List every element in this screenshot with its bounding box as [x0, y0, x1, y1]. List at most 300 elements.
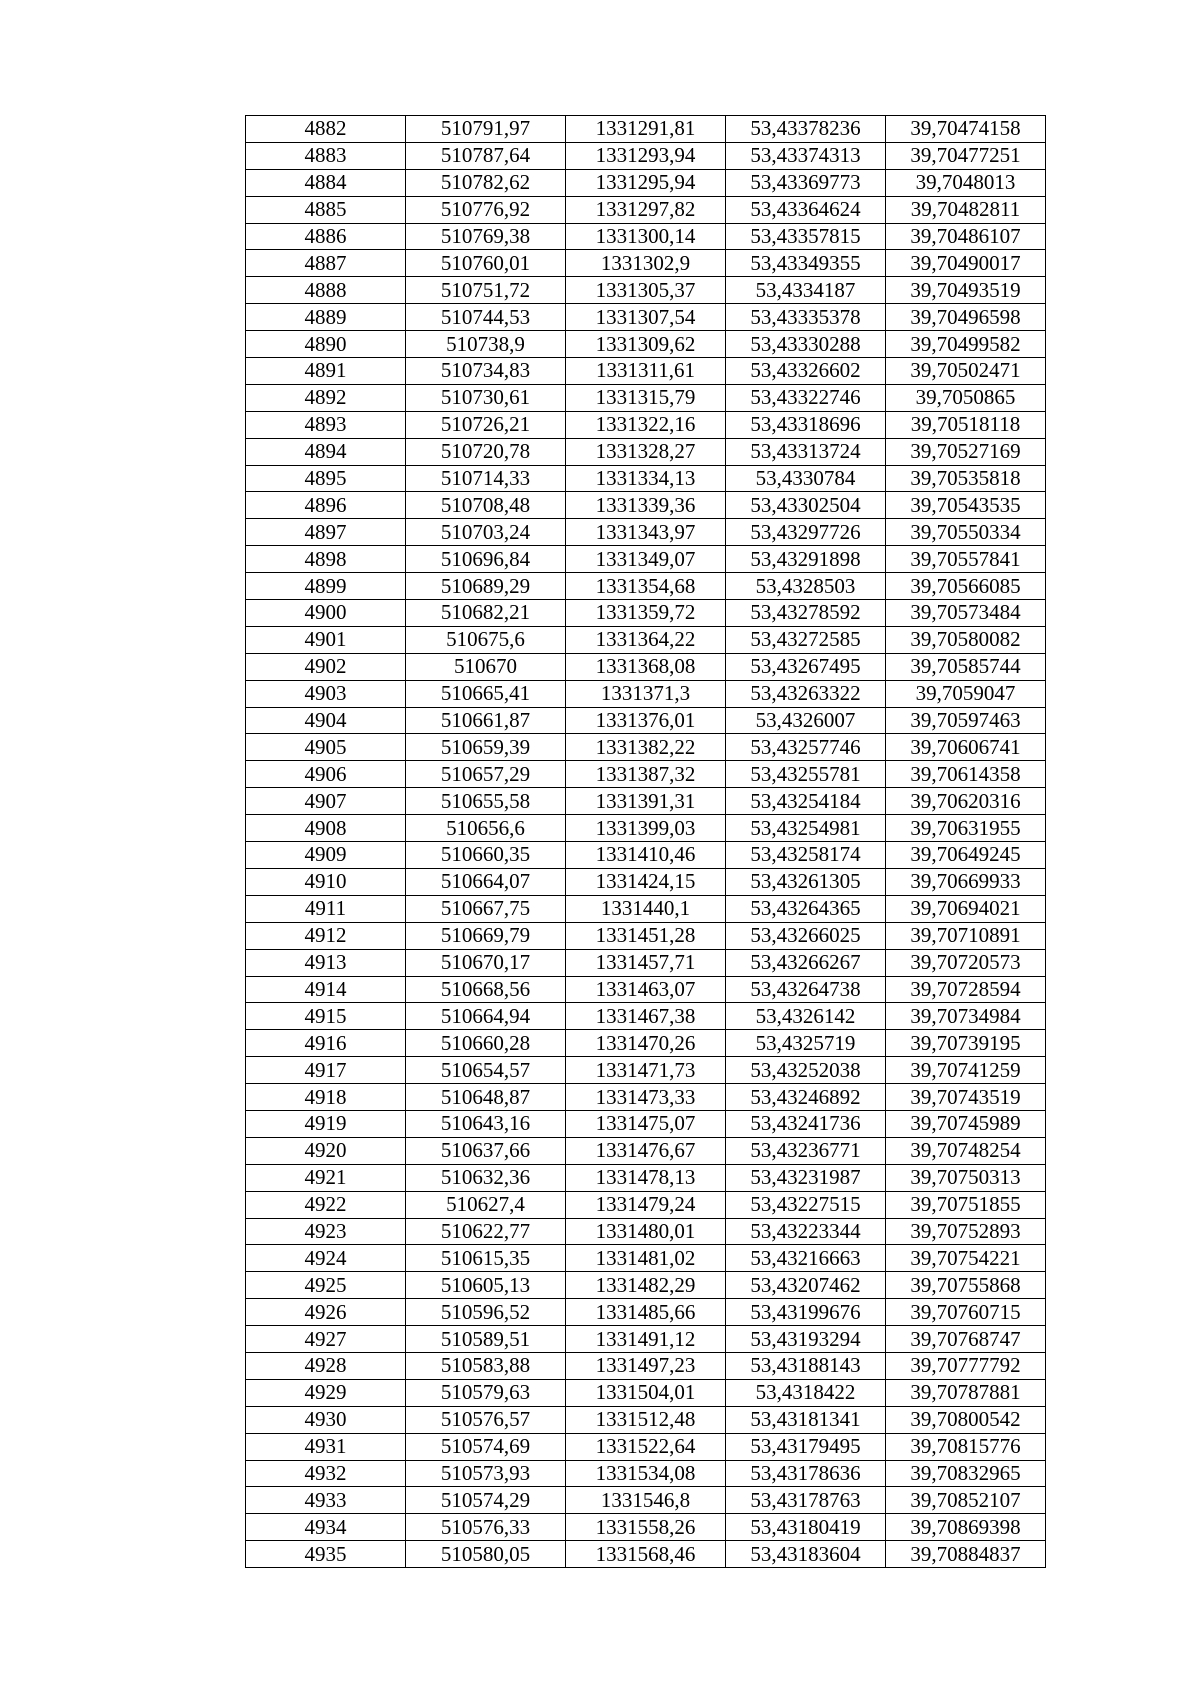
y-coordinate-cell: 1331364,22	[566, 626, 726, 653]
point-number-cell: 4926	[246, 1299, 406, 1326]
x-coordinate-cell: 510576,33	[406, 1514, 566, 1541]
point-number-cell: 4931	[246, 1433, 406, 1460]
latitude-cell: 53,43254981	[726, 815, 886, 842]
table-row	[246, 1030, 1046, 1057]
latitude-cell: 53,43257746	[726, 734, 886, 761]
latitude-cell: 53,43378236	[726, 116, 886, 143]
y-coordinate-cell: 1331382,22	[566, 734, 726, 761]
table-row	[246, 142, 1046, 169]
x-coordinate-cell: 510726,21	[406, 411, 566, 438]
y-coordinate-cell: 1331368,08	[566, 653, 726, 680]
latitude-cell: 53,43313724	[726, 438, 886, 465]
point-number-cell: 4910	[246, 868, 406, 895]
y-coordinate-cell: 1331315,79	[566, 384, 726, 411]
table-row	[246, 761, 1046, 788]
longitude-cell: 39,70490017	[886, 250, 1046, 277]
longitude-cell: 39,70800542	[886, 1406, 1046, 1433]
table-row	[246, 1406, 1046, 1433]
point-number-cell: 4883	[246, 142, 406, 169]
x-coordinate-cell: 510576,57	[406, 1406, 566, 1433]
table-row	[246, 1541, 1046, 1568]
table-row	[246, 1137, 1046, 1164]
point-number-cell: 4904	[246, 707, 406, 734]
latitude-cell: 53,43318696	[726, 411, 886, 438]
longitude-cell: 39,70573484	[886, 600, 1046, 627]
y-coordinate-cell: 1331371,3	[566, 680, 726, 707]
x-coordinate-cell: 510667,75	[406, 895, 566, 922]
point-number-cell: 4882	[246, 116, 406, 143]
table-row	[246, 384, 1046, 411]
table-row	[246, 1299, 1046, 1326]
point-number-cell: 4908	[246, 815, 406, 842]
latitude-cell: 53,43254184	[726, 788, 886, 815]
point-number-cell: 4896	[246, 492, 406, 519]
x-coordinate-cell: 510655,58	[406, 788, 566, 815]
x-coordinate-cell: 510708,48	[406, 492, 566, 519]
table-row	[246, 438, 1046, 465]
longitude-cell: 39,70482811	[886, 196, 1046, 223]
longitude-cell: 39,70550334	[886, 519, 1046, 546]
latitude-cell: 53,43267495	[726, 653, 886, 680]
y-coordinate-cell: 1331451,28	[566, 922, 726, 949]
table-row	[246, 707, 1046, 734]
point-number-cell: 4918	[246, 1084, 406, 1111]
table-row	[246, 331, 1046, 358]
y-coordinate-cell: 1331471,73	[566, 1057, 726, 1084]
table-row	[246, 1191, 1046, 1218]
table-row	[246, 1245, 1046, 1272]
x-coordinate-cell: 510648,87	[406, 1084, 566, 1111]
longitude-cell: 39,7050865	[886, 384, 1046, 411]
longitude-cell: 39,70649245	[886, 842, 1046, 869]
table-row	[246, 842, 1046, 869]
longitude-cell: 39,7059047	[886, 680, 1046, 707]
latitude-cell: 53,43374313	[726, 142, 886, 169]
point-number-cell: 4927	[246, 1326, 406, 1353]
longitude-cell: 39,70502471	[886, 358, 1046, 385]
latitude-cell: 53,43349355	[726, 250, 886, 277]
longitude-cell: 39,70754221	[886, 1245, 1046, 1272]
longitude-cell: 39,70751855	[886, 1191, 1046, 1218]
y-coordinate-cell: 1331291,81	[566, 116, 726, 143]
table-row	[246, 1164, 1046, 1191]
table-row	[246, 1487, 1046, 1514]
y-coordinate-cell: 1331293,94	[566, 142, 726, 169]
latitude-cell: 53,43188143	[726, 1352, 886, 1379]
x-coordinate-cell: 510583,88	[406, 1352, 566, 1379]
y-coordinate-cell: 1331504,01	[566, 1379, 726, 1406]
y-coordinate-cell: 1331309,62	[566, 331, 726, 358]
longitude-cell: 39,70631955	[886, 815, 1046, 842]
latitude-cell: 53,43223344	[726, 1218, 886, 1245]
x-coordinate-cell: 510664,94	[406, 1003, 566, 1030]
table-row	[246, 1003, 1046, 1030]
latitude-cell: 53,43181341	[726, 1406, 886, 1433]
point-number-cell: 4888	[246, 277, 406, 304]
latitude-cell: 53,4326007	[726, 707, 886, 734]
y-coordinate-cell: 1331481,02	[566, 1245, 726, 1272]
table-row	[246, 358, 1046, 385]
point-number-cell: 4889	[246, 304, 406, 331]
latitude-cell: 53,4334187	[726, 277, 886, 304]
y-coordinate-cell: 1331387,32	[566, 761, 726, 788]
latitude-cell: 53,43264738	[726, 976, 886, 1003]
longitude-cell: 39,70755868	[886, 1272, 1046, 1299]
longitude-cell: 39,70493519	[886, 277, 1046, 304]
latitude-cell: 53,43266267	[726, 949, 886, 976]
y-coordinate-cell: 1331479,24	[566, 1191, 726, 1218]
y-coordinate-cell: 1331473,33	[566, 1084, 726, 1111]
y-coordinate-cell: 1331302,9	[566, 250, 726, 277]
x-coordinate-cell: 510657,29	[406, 761, 566, 788]
x-coordinate-cell: 510696,84	[406, 546, 566, 573]
y-coordinate-cell: 1331485,66	[566, 1299, 726, 1326]
latitude-cell: 53,43330288	[726, 331, 886, 358]
table-row	[246, 304, 1046, 331]
y-coordinate-cell: 1331546,8	[566, 1487, 726, 1514]
x-coordinate-cell: 510622,77	[406, 1218, 566, 1245]
y-coordinate-cell: 1331410,46	[566, 842, 726, 869]
x-coordinate-cell: 510637,66	[406, 1137, 566, 1164]
x-coordinate-cell: 510596,52	[406, 1299, 566, 1326]
latitude-cell: 53,43263322	[726, 680, 886, 707]
y-coordinate-cell: 1331522,64	[566, 1433, 726, 1460]
point-number-cell: 4905	[246, 734, 406, 761]
longitude-cell: 39,70728594	[886, 976, 1046, 1003]
table-row	[246, 680, 1046, 707]
table-row	[246, 169, 1046, 196]
x-coordinate-cell: 510605,13	[406, 1272, 566, 1299]
x-coordinate-cell: 510682,21	[406, 600, 566, 627]
y-coordinate-cell: 1331558,26	[566, 1514, 726, 1541]
point-number-cell: 4933	[246, 1487, 406, 1514]
table-row	[246, 1352, 1046, 1379]
longitude-cell: 39,70518118	[886, 411, 1046, 438]
y-coordinate-cell: 1331463,07	[566, 976, 726, 1003]
x-coordinate-cell: 510751,72	[406, 277, 566, 304]
latitude-cell: 53,43322746	[726, 384, 886, 411]
latitude-cell: 53,43207462	[726, 1272, 886, 1299]
y-coordinate-cell: 1331470,26	[566, 1030, 726, 1057]
latitude-cell: 53,43264365	[726, 895, 886, 922]
x-coordinate-cell: 510787,64	[406, 142, 566, 169]
latitude-cell: 53,43178636	[726, 1460, 886, 1487]
point-number-cell: 4893	[246, 411, 406, 438]
table-row	[246, 1084, 1046, 1111]
x-coordinate-cell: 510670	[406, 653, 566, 680]
latitude-cell: 53,43252038	[726, 1057, 886, 1084]
longitude-cell: 39,70748254	[886, 1137, 1046, 1164]
y-coordinate-cell: 1331457,71	[566, 949, 726, 976]
x-coordinate-cell: 510791,97	[406, 116, 566, 143]
x-coordinate-cell: 510668,56	[406, 976, 566, 1003]
point-number-cell: 4890	[246, 331, 406, 358]
table-row	[246, 1379, 1046, 1406]
point-number-cell: 4907	[246, 788, 406, 815]
point-number-cell: 4895	[246, 465, 406, 492]
table-row	[246, 653, 1046, 680]
x-coordinate-cell: 510632,36	[406, 1164, 566, 1191]
latitude-cell: 53,43241736	[726, 1110, 886, 1137]
x-coordinate-cell: 510734,83	[406, 358, 566, 385]
table-row	[246, 1433, 1046, 1460]
table-row	[246, 492, 1046, 519]
table-row	[246, 895, 1046, 922]
y-coordinate-cell: 1331311,61	[566, 358, 726, 385]
latitude-cell: 53,4328503	[726, 573, 886, 600]
point-number-cell: 4935	[246, 1541, 406, 1568]
y-coordinate-cell: 1331307,54	[566, 304, 726, 331]
x-coordinate-cell: 510589,51	[406, 1326, 566, 1353]
latitude-cell: 53,43246892	[726, 1084, 886, 1111]
longitude-cell: 39,70768747	[886, 1326, 1046, 1353]
latitude-cell: 53,43255781	[726, 761, 886, 788]
point-number-cell: 4916	[246, 1030, 406, 1057]
y-coordinate-cell: 1331512,48	[566, 1406, 726, 1433]
latitude-cell: 53,43261305	[726, 868, 886, 895]
table-row	[246, 411, 1046, 438]
table-row	[246, 1272, 1046, 1299]
point-number-cell: 4886	[246, 223, 406, 250]
x-coordinate-cell: 510573,93	[406, 1460, 566, 1487]
table-row	[246, 1460, 1046, 1487]
longitude-cell: 39,70869398	[886, 1514, 1046, 1541]
longitude-cell: 39,70743519	[886, 1084, 1046, 1111]
y-coordinate-cell: 1331328,27	[566, 438, 726, 465]
point-number-cell: 4914	[246, 976, 406, 1003]
x-coordinate-cell: 510744,53	[406, 304, 566, 331]
latitude-cell: 53,4318422	[726, 1379, 886, 1406]
point-number-cell: 4920	[246, 1137, 406, 1164]
latitude-cell: 53,43335378	[726, 304, 886, 331]
point-number-cell: 4912	[246, 922, 406, 949]
y-coordinate-cell: 1331349,07	[566, 546, 726, 573]
point-number-cell: 4930	[246, 1406, 406, 1433]
y-coordinate-cell: 1331440,1	[566, 895, 726, 922]
point-number-cell: 4897	[246, 519, 406, 546]
longitude-cell: 39,70474158	[886, 116, 1046, 143]
latitude-cell: 53,43178763	[726, 1487, 886, 1514]
y-coordinate-cell: 1331295,94	[566, 169, 726, 196]
table-row	[246, 788, 1046, 815]
longitude-cell: 39,70852107	[886, 1487, 1046, 1514]
longitude-cell: 39,70477251	[886, 142, 1046, 169]
longitude-cell: 39,70739195	[886, 1030, 1046, 1057]
longitude-cell: 39,70787881	[886, 1379, 1046, 1406]
longitude-cell: 39,70720573	[886, 949, 1046, 976]
point-number-cell: 4906	[246, 761, 406, 788]
point-number-cell: 4885	[246, 196, 406, 223]
y-coordinate-cell: 1331475,07	[566, 1110, 726, 1137]
point-number-cell: 4929	[246, 1379, 406, 1406]
table-row	[246, 465, 1046, 492]
table-row	[246, 573, 1046, 600]
y-coordinate-cell: 1331391,31	[566, 788, 726, 815]
table-row	[246, 223, 1046, 250]
point-number-cell: 4913	[246, 949, 406, 976]
longitude-cell: 39,70566085	[886, 573, 1046, 600]
table-row	[246, 277, 1046, 304]
y-coordinate-cell: 1331482,29	[566, 1272, 726, 1299]
point-number-cell: 4900	[246, 600, 406, 627]
x-coordinate-cell: 510615,35	[406, 1245, 566, 1272]
point-number-cell: 4925	[246, 1272, 406, 1299]
point-number-cell: 4892	[246, 384, 406, 411]
latitude-cell: 53,43326602	[726, 358, 886, 385]
table-row	[246, 1514, 1046, 1541]
latitude-cell: 53,43231987	[726, 1164, 886, 1191]
x-coordinate-cell: 510782,62	[406, 169, 566, 196]
longitude-cell: 39,70815776	[886, 1433, 1046, 1460]
table-row	[246, 1218, 1046, 1245]
point-number-cell: 4898	[246, 546, 406, 573]
y-coordinate-cell: 1331343,97	[566, 519, 726, 546]
latitude-cell: 53,43278592	[726, 600, 886, 627]
table-row	[246, 976, 1046, 1003]
table-row	[246, 626, 1046, 653]
point-number-cell: 4903	[246, 680, 406, 707]
x-coordinate-cell: 510574,69	[406, 1433, 566, 1460]
y-coordinate-cell: 1331339,36	[566, 492, 726, 519]
longitude-cell: 39,70486107	[886, 223, 1046, 250]
table-row	[246, 600, 1046, 627]
longitude-cell: 39,70832965	[886, 1460, 1046, 1487]
y-coordinate-cell: 1331376,01	[566, 707, 726, 734]
x-coordinate-cell: 510675,6	[406, 626, 566, 653]
longitude-cell: 39,70750313	[886, 1164, 1046, 1191]
longitude-cell: 39,70710891	[886, 922, 1046, 949]
point-number-cell: 4919	[246, 1110, 406, 1137]
y-coordinate-cell: 1331300,14	[566, 223, 726, 250]
latitude-cell: 53,43297726	[726, 519, 886, 546]
x-coordinate-cell: 510574,29	[406, 1487, 566, 1514]
y-coordinate-cell: 1331478,13	[566, 1164, 726, 1191]
latitude-cell: 53,4326142	[726, 1003, 886, 1030]
x-coordinate-cell: 510769,38	[406, 223, 566, 250]
x-coordinate-cell: 510689,29	[406, 573, 566, 600]
point-number-cell: 4922	[246, 1191, 406, 1218]
y-coordinate-cell: 1331399,03	[566, 815, 726, 842]
table-row	[246, 1326, 1046, 1353]
x-coordinate-cell: 510627,4	[406, 1191, 566, 1218]
longitude-cell: 39,70614358	[886, 761, 1046, 788]
x-coordinate-cell: 510714,33	[406, 465, 566, 492]
point-number-cell: 4891	[246, 358, 406, 385]
x-coordinate-cell: 510730,61	[406, 384, 566, 411]
latitude-cell: 53,43199676	[726, 1299, 886, 1326]
longitude-cell: 39,70741259	[886, 1057, 1046, 1084]
point-number-cell: 4915	[246, 1003, 406, 1030]
x-coordinate-cell: 510664,07	[406, 868, 566, 895]
longitude-cell: 39,70694021	[886, 895, 1046, 922]
point-number-cell: 4923	[246, 1218, 406, 1245]
longitude-cell: 39,70597463	[886, 707, 1046, 734]
longitude-cell: 39,70760715	[886, 1299, 1046, 1326]
table-row	[246, 1110, 1046, 1137]
x-coordinate-cell: 510661,87	[406, 707, 566, 734]
point-number-cell: 4921	[246, 1164, 406, 1191]
table-row	[246, 734, 1046, 761]
point-number-cell: 4894	[246, 438, 406, 465]
y-coordinate-cell: 1331305,37	[566, 277, 726, 304]
x-coordinate-cell: 510669,79	[406, 922, 566, 949]
y-coordinate-cell: 1331476,67	[566, 1137, 726, 1164]
y-coordinate-cell: 1331497,23	[566, 1352, 726, 1379]
point-number-cell: 4899	[246, 573, 406, 600]
latitude-cell: 53,43179495	[726, 1433, 886, 1460]
latitude-cell: 53,4325719	[726, 1030, 886, 1057]
table-row	[246, 868, 1046, 895]
x-coordinate-cell: 510760,01	[406, 250, 566, 277]
latitude-cell: 53,43272585	[726, 626, 886, 653]
point-number-cell: 4924	[246, 1245, 406, 1272]
latitude-cell: 53,4330784	[726, 465, 886, 492]
longitude-cell: 39,7048013	[886, 169, 1046, 196]
x-coordinate-cell: 510643,16	[406, 1110, 566, 1137]
longitude-cell: 39,70535818	[886, 465, 1046, 492]
table-row	[246, 949, 1046, 976]
longitude-cell: 39,70777792	[886, 1352, 1046, 1379]
y-coordinate-cell: 1331491,12	[566, 1326, 726, 1353]
longitude-cell: 39,70585744	[886, 653, 1046, 680]
x-coordinate-cell: 510665,41	[406, 680, 566, 707]
y-coordinate-cell: 1331334,13	[566, 465, 726, 492]
x-coordinate-cell: 510703,24	[406, 519, 566, 546]
point-number-cell: 4884	[246, 169, 406, 196]
y-coordinate-cell: 1331322,16	[566, 411, 726, 438]
table-row	[246, 196, 1046, 223]
longitude-cell: 39,70752893	[886, 1218, 1046, 1245]
point-number-cell: 4901	[246, 626, 406, 653]
table-row	[246, 250, 1046, 277]
point-number-cell: 4902	[246, 653, 406, 680]
point-number-cell: 4909	[246, 842, 406, 869]
latitude-cell: 53,43291898	[726, 546, 886, 573]
table-row	[246, 815, 1046, 842]
coordinates-table	[245, 115, 1046, 1568]
longitude-cell: 39,70557841	[886, 546, 1046, 573]
x-coordinate-cell: 510738,9	[406, 331, 566, 358]
table-body	[246, 116, 1046, 1568]
latitude-cell: 53,43302504	[726, 492, 886, 519]
table-row	[246, 1057, 1046, 1084]
longitude-cell: 39,70527169	[886, 438, 1046, 465]
latitude-cell: 53,43369773	[726, 169, 886, 196]
x-coordinate-cell: 510720,78	[406, 438, 566, 465]
y-coordinate-cell: 1331297,82	[566, 196, 726, 223]
point-number-cell: 4917	[246, 1057, 406, 1084]
latitude-cell: 53,43364624	[726, 196, 886, 223]
y-coordinate-cell: 1331568,46	[566, 1541, 726, 1568]
y-coordinate-cell: 1331467,38	[566, 1003, 726, 1030]
table-row	[246, 546, 1046, 573]
y-coordinate-cell: 1331354,68	[566, 573, 726, 600]
longitude-cell: 39,70606741	[886, 734, 1046, 761]
longitude-cell: 39,70499582	[886, 331, 1046, 358]
latitude-cell: 53,43216663	[726, 1245, 886, 1272]
table-row	[246, 116, 1046, 143]
latitude-cell: 53,43357815	[726, 223, 886, 250]
y-coordinate-cell: 1331424,15	[566, 868, 726, 895]
longitude-cell: 39,70734984	[886, 1003, 1046, 1030]
x-coordinate-cell: 510660,28	[406, 1030, 566, 1057]
x-coordinate-cell: 510580,05	[406, 1541, 566, 1568]
longitude-cell: 39,70745989	[886, 1110, 1046, 1137]
point-number-cell: 4932	[246, 1460, 406, 1487]
x-coordinate-cell: 510670,17	[406, 949, 566, 976]
latitude-cell: 53,43227515	[726, 1191, 886, 1218]
x-coordinate-cell: 510654,57	[406, 1057, 566, 1084]
